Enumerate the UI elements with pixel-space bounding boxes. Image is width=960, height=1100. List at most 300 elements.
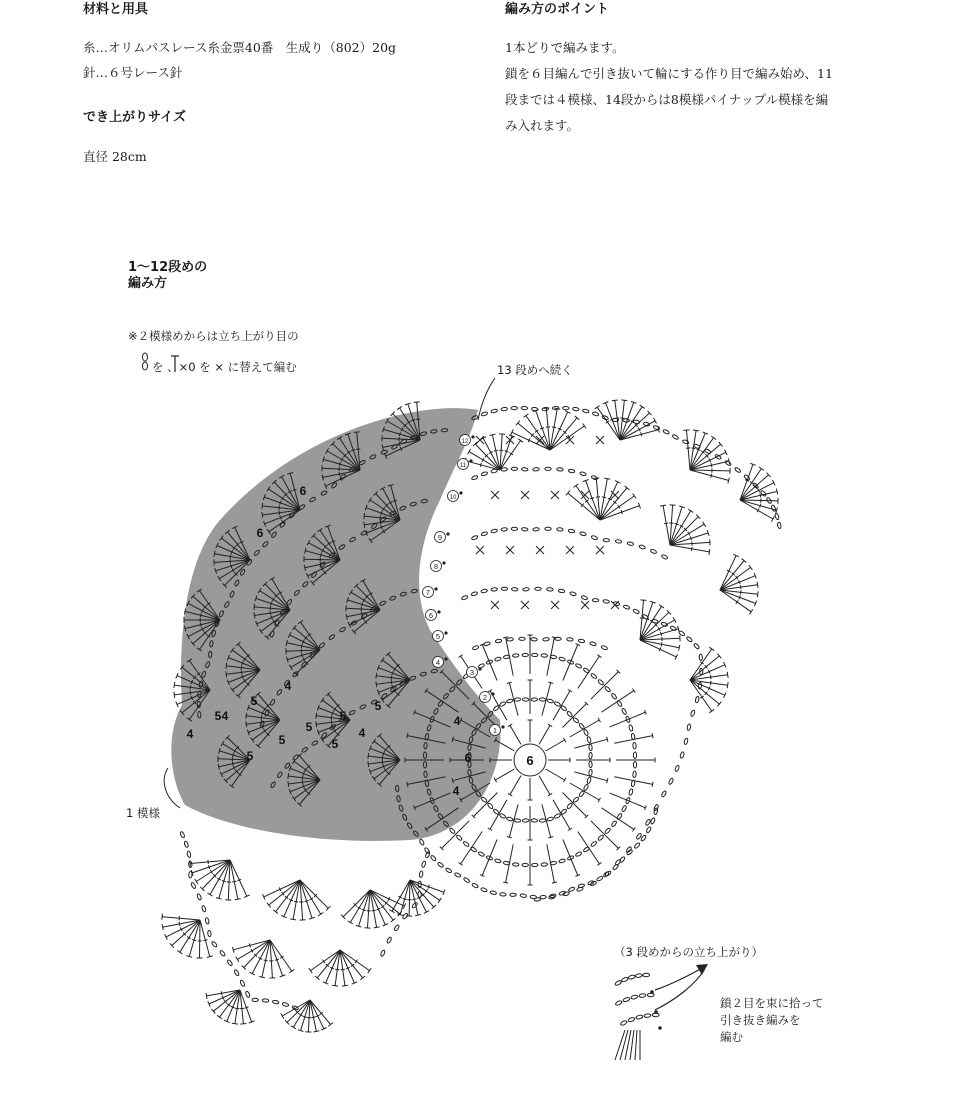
chain-stitch [207, 930, 211, 937]
treble-bar [710, 681, 711, 685]
chain-stitch [633, 742, 637, 749]
inset-chain-stitch [621, 977, 629, 983]
radial-stitch [610, 793, 646, 808]
radial-stitch [510, 776, 521, 795]
treble-top [206, 993, 207, 999]
treble-top [318, 913, 323, 916]
treble-bar [294, 901, 298, 902]
chain-stitch [547, 588, 554, 592]
chain-stitch [616, 813, 622, 820]
shaded-count: 4 [358, 726, 366, 740]
chain-stitch [590, 673, 597, 680]
treble-bar [664, 523, 668, 524]
chain-stitch [491, 409, 498, 414]
inset-arrow-line [655, 970, 704, 1010]
chain-stitch [531, 819, 538, 823]
treble-bar [209, 865, 210, 869]
treble-top [633, 494, 636, 499]
treble-bar [691, 448, 695, 449]
inset-note-line2: 引き抜き編みを [720, 1013, 801, 1027]
chain-stitch [623, 419, 630, 423]
chain-stitch [542, 407, 549, 411]
join-dot [501, 725, 504, 728]
treble-top [281, 1013, 284, 1018]
stitch-top [548, 837, 553, 838]
chain-stitch [575, 851, 582, 857]
chain-stitch [481, 411, 488, 416]
chain-stitch [543, 637, 550, 641]
chain-stitch [501, 467, 508, 471]
treble-bar [382, 756, 383, 760]
chain-stitch [531, 698, 538, 702]
chain-stitch [583, 729, 589, 736]
treble-bar [192, 940, 196, 941]
chain-stitch [626, 846, 633, 853]
treble-bar [264, 960, 268, 961]
treble-stitch [262, 940, 270, 977]
single-crochet-x [596, 436, 604, 444]
join-dot [491, 692, 494, 695]
chain-stitch [499, 813, 506, 819]
treble-stitch [392, 880, 410, 911]
treble-bar [279, 506, 280, 510]
chain-stitch [569, 591, 576, 596]
treble-bar [403, 899, 407, 900]
chain-stitch [421, 861, 426, 868]
chain-stitch [501, 587, 507, 590]
treble-bar [222, 881, 226, 882]
treble-top [604, 478, 610, 479]
inset-treble-stitch [635, 1030, 637, 1060]
chain-stitch [240, 980, 246, 987]
single-crochet-x [521, 491, 529, 499]
chain-stitch [592, 411, 599, 416]
chain-stitch [535, 587, 541, 590]
treble-top [640, 405, 645, 408]
round-number-7: 7 [425, 587, 431, 597]
chain-stitch [591, 535, 598, 540]
chain-stitch [491, 587, 498, 591]
chain-stitch [491, 529, 498, 534]
treble-top [660, 505, 666, 506]
treble-top [593, 478, 599, 479]
treble-stitch [270, 940, 292, 971]
chain-stitch [424, 847, 430, 854]
chain-stitch [633, 771, 637, 778]
chain-stitch [534, 897, 541, 901]
shaded-count: 4 [221, 709, 229, 723]
chain-stitch [196, 893, 202, 900]
chain-stitch [633, 420, 640, 424]
treble-bar [331, 720, 332, 724]
radial-stitch [553, 691, 570, 721]
chain-stitch [589, 641, 596, 646]
chain-stitch [394, 924, 400, 931]
treble-bar [179, 922, 180, 926]
chain-stitch [445, 867, 452, 873]
treble-bar [303, 1016, 307, 1017]
chain-stitch [661, 790, 667, 797]
single-crochet-x [491, 491, 499, 499]
chain-stitch [693, 643, 700, 650]
treble-stitch [663, 506, 670, 545]
chain-stitch [611, 820, 618, 827]
chain-stitch [506, 699, 513, 704]
single-crochet-x [611, 491, 619, 499]
chain-stitch [568, 469, 575, 473]
chain-stitch [523, 587, 530, 591]
chain-stitch [563, 891, 570, 896]
chain-stitch [559, 891, 566, 896]
chain-stitch [463, 877, 470, 883]
treble-stitch [207, 990, 241, 996]
treble-bar [590, 498, 594, 499]
treble-bar [760, 504, 761, 508]
stitch-top [652, 733, 653, 738]
treble-stitch [409, 880, 410, 916]
chain-stitch [471, 535, 478, 541]
chain-stitch [634, 842, 641, 849]
chain-stitch [493, 705, 500, 712]
treble-top [776, 489, 777, 495]
chain-stitch [621, 805, 627, 812]
treble-top [288, 773, 289, 779]
treble-bar [740, 585, 741, 589]
chain-stitch [511, 406, 518, 409]
chain-stitch [245, 991, 250, 998]
join-dot [442, 561, 445, 564]
chain-stitch [512, 654, 519, 658]
treble-bar [621, 510, 622, 514]
treble-bar [710, 675, 711, 679]
chain-stitch [572, 407, 579, 411]
chain-stitch [491, 469, 498, 474]
treble-top [374, 927, 380, 928]
treble-top [348, 921, 353, 924]
chain-stitch [386, 937, 392, 944]
chain-stitch [646, 826, 652, 833]
shaded-count: 4 [452, 784, 460, 798]
chain-stitch [699, 654, 703, 661]
treble-top [524, 414, 529, 417]
shaded-count: 5 [305, 720, 313, 734]
chain-stitch [480, 887, 487, 892]
treble-top [621, 400, 627, 401]
radial-stitch [570, 720, 600, 737]
chain-stitch [499, 701, 506, 707]
treble-stitch [550, 409, 557, 450]
inset-chain-stitch [631, 995, 638, 1000]
chain-stitch [514, 698, 521, 702]
treble-bar [494, 450, 498, 451]
chain-stitch [531, 407, 538, 411]
chain-stitch [690, 710, 695, 717]
treble-top [693, 430, 699, 431]
single-crochet-x [521, 601, 529, 609]
chain-stitch [227, 959, 233, 966]
chain-stitch [501, 407, 508, 411]
join-dot [434, 587, 437, 590]
treble-top [354, 432, 360, 433]
single-crochet-x [476, 546, 484, 554]
chain-stitch [774, 513, 779, 520]
treble-top [316, 721, 317, 727]
round-number-1: 1 [492, 725, 498, 735]
chain-stitch [190, 882, 196, 889]
points-line-4: み入れます。 [505, 118, 580, 133]
chain-stitch [532, 863, 538, 866]
chain-stitch [470, 846, 477, 852]
treble-stitch [230, 860, 247, 896]
chain-stitch [579, 471, 586, 476]
chain-stitch [463, 841, 470, 848]
chain-stitch [500, 892, 507, 896]
inset-note-line1: 鎖２目を束に拾って [720, 996, 824, 1010]
treble-top [711, 436, 716, 440]
treble-bar [675, 523, 679, 524]
inset-chain-stitch [615, 1000, 623, 1006]
inset-note-line3: 編む [720, 1030, 743, 1044]
treble-top [290, 919, 296, 920]
chain-stitch [521, 467, 528, 471]
chain-stitch [533, 527, 540, 531]
treble-top [709, 709, 714, 712]
stitch-top [652, 782, 653, 787]
chain-stitch [670, 625, 677, 631]
treble-top [727, 672, 728, 678]
chain-stitch [547, 699, 554, 704]
chain-stitch [587, 736, 592, 743]
chain-stitch [478, 851, 485, 857]
chain-stitch [589, 744, 593, 751]
treble-top [174, 692, 175, 698]
treble-bar [331, 716, 332, 720]
size-value: 直径 28cm [83, 149, 147, 164]
chain-stitch [419, 839, 425, 846]
shaded-count: 4 [453, 714, 461, 728]
treble-top [757, 582, 758, 588]
chain-stitch [592, 598, 599, 602]
chain-stitch [578, 639, 585, 643]
chain-stitch [583, 784, 589, 791]
treble-top [703, 522, 706, 527]
chain-stitch [560, 808, 567, 815]
treble-top [389, 910, 394, 913]
size-heading: でき上がりサイズ [83, 110, 186, 125]
continue-leader-line [478, 378, 495, 420]
chain-stitch [449, 827, 456, 834]
inset-chain-stitch [623, 997, 631, 1003]
stitch-top [503, 637, 508, 638]
treble-bar [241, 666, 242, 670]
chain-stitch [493, 808, 500, 815]
chain-stitch [205, 917, 210, 924]
chain-stitch [511, 467, 517, 470]
treble-top [262, 503, 263, 509]
diagram-note-line1: ※２模様めからは立ち上がり目の [128, 329, 299, 343]
treble-bar [711, 463, 712, 467]
chain-stitch [380, 950, 385, 957]
treble-top [595, 406, 600, 410]
treble-top [162, 924, 163, 930]
chain-stitch [481, 471, 488, 476]
treble-top [217, 1015, 222, 1019]
treble-top [771, 516, 774, 521]
treble-top [468, 449, 471, 454]
chain-stitch [680, 751, 685, 758]
treble-bar [232, 881, 236, 882]
treble-bar [275, 959, 279, 960]
join-dot [469, 459, 472, 462]
chain-stitch [559, 657, 566, 662]
treble-top [574, 484, 579, 487]
treble-top [414, 402, 420, 403]
chain-stitch [572, 796, 579, 803]
inset-chain-stitch [643, 973, 650, 977]
treble-top [727, 682, 728, 688]
round-number-4: 4 [435, 657, 441, 667]
chain-stitch [674, 765, 679, 772]
treble-bar [620, 418, 624, 419]
chain-stitch [651, 619, 658, 624]
stitch-top [552, 882, 557, 883]
stitch-top [459, 863, 463, 866]
treble-top [757, 591, 758, 597]
chain-stitch [180, 831, 186, 838]
shaded-count: 5 [214, 709, 222, 723]
inset-chain-stitch [628, 1017, 636, 1023]
chain-stitch [653, 425, 660, 430]
diagram-title-line1: 1〜12段めの [128, 260, 208, 275]
treble-top [376, 673, 377, 679]
chain-stitch [597, 679, 604, 686]
treble-bar [279, 511, 280, 515]
chain-stitch [547, 817, 554, 822]
radial-stitch [563, 793, 587, 817]
stitch-top [548, 682, 553, 683]
chain-stitch [472, 883, 479, 889]
chain-stitch [633, 609, 640, 615]
chain-stitch [522, 863, 528, 866]
round-number-2: 2 [482, 692, 488, 702]
stitch-top [507, 682, 512, 683]
treble-bar [661, 632, 662, 636]
points-line-3: 段までは４模様、14段からは8模様パイナップル模様を編 [505, 92, 829, 107]
inset-chain-stitch [628, 975, 635, 980]
treble-bar [305, 900, 309, 901]
treble-bar [372, 910, 376, 911]
treble-stitch [687, 430, 691, 470]
treble-bar [190, 685, 191, 689]
chain-stitch [554, 701, 561, 707]
chain-stitch [686, 636, 693, 643]
treble-top [236, 957, 239, 962]
chain-stitch [511, 527, 517, 530]
chain-stitch [262, 999, 269, 1003]
chain-stitch [603, 538, 610, 542]
chain-stitch [539, 819, 546, 823]
treble-bar [341, 969, 345, 970]
chain-stitch [454, 872, 461, 877]
chain-stitch [604, 686, 611, 693]
shaded-count: 6 [299, 484, 307, 498]
chain-stitch [411, 902, 418, 909]
chain-stitch [695, 696, 700, 703]
treble-stitch [163, 920, 200, 927]
chain-stitch [402, 913, 409, 920]
materials-yarn: 糸…オリムパスレース糸金票40番 生成り（802）20g [83, 40, 397, 55]
materials-needle: 針…６号レース針 [83, 65, 183, 80]
treble-top [749, 565, 753, 570]
stitch-top [597, 655, 601, 658]
stitch-top [607, 778, 608, 783]
treble-stitch [400, 880, 410, 915]
chain-stitch [645, 819, 651, 826]
shaded-count: 4 [284, 679, 292, 693]
chain-stitch [576, 887, 583, 892]
chain-stitch [603, 599, 610, 603]
chain-stitch [581, 595, 588, 600]
treble-stitch [740, 500, 773, 519]
chain-stitch [282, 1002, 289, 1007]
treble-top [376, 681, 377, 687]
treble-bar [760, 493, 761, 497]
treble-bar [241, 670, 242, 674]
chain-stitch [583, 667, 590, 673]
radial-stitch [482, 645, 497, 681]
radial-stitch [563, 703, 587, 727]
treble-top [288, 781, 289, 787]
inset-chain-stitch [620, 1020, 628, 1026]
treble-stitch [600, 479, 607, 520]
chain-stitch [628, 724, 633, 731]
treble-top [246, 721, 247, 727]
treble-bar [261, 716, 262, 720]
single-crochet-x [476, 436, 484, 444]
treble-top [518, 439, 523, 442]
radial-stitch [539, 776, 550, 795]
treble-bar [641, 432, 642, 436]
treble-top [679, 645, 680, 651]
chain-stitch [481, 796, 488, 803]
chain-stitch [507, 638, 514, 642]
inset-chain-stitch [644, 1013, 651, 1017]
treble-bar [602, 497, 606, 498]
treble-top [309, 968, 312, 973]
treble-top [246, 713, 247, 719]
stitch-top [459, 655, 463, 658]
chain-stitch [621, 708, 627, 715]
chain-stitch [583, 846, 590, 852]
chain-stitch [650, 549, 657, 555]
treble-bar [270, 611, 271, 615]
chain-stitch [663, 429, 670, 435]
chain-stitch [628, 789, 633, 796]
chain-stitch [234, 969, 240, 976]
chain-stitch [560, 705, 567, 712]
chain-stitch [494, 657, 501, 662]
treble-stitch [233, 940, 270, 950]
treble-top [688, 509, 693, 512]
treble-top [177, 951, 182, 954]
inset-arrow-line [655, 968, 702, 990]
treble-top [391, 918, 396, 922]
treble-bar [711, 474, 712, 478]
treble-bar [362, 909, 366, 910]
shaded-count: 6 [464, 751, 472, 765]
inset-arrowhead-icon [696, 964, 708, 975]
chain-stitch [511, 587, 518, 591]
